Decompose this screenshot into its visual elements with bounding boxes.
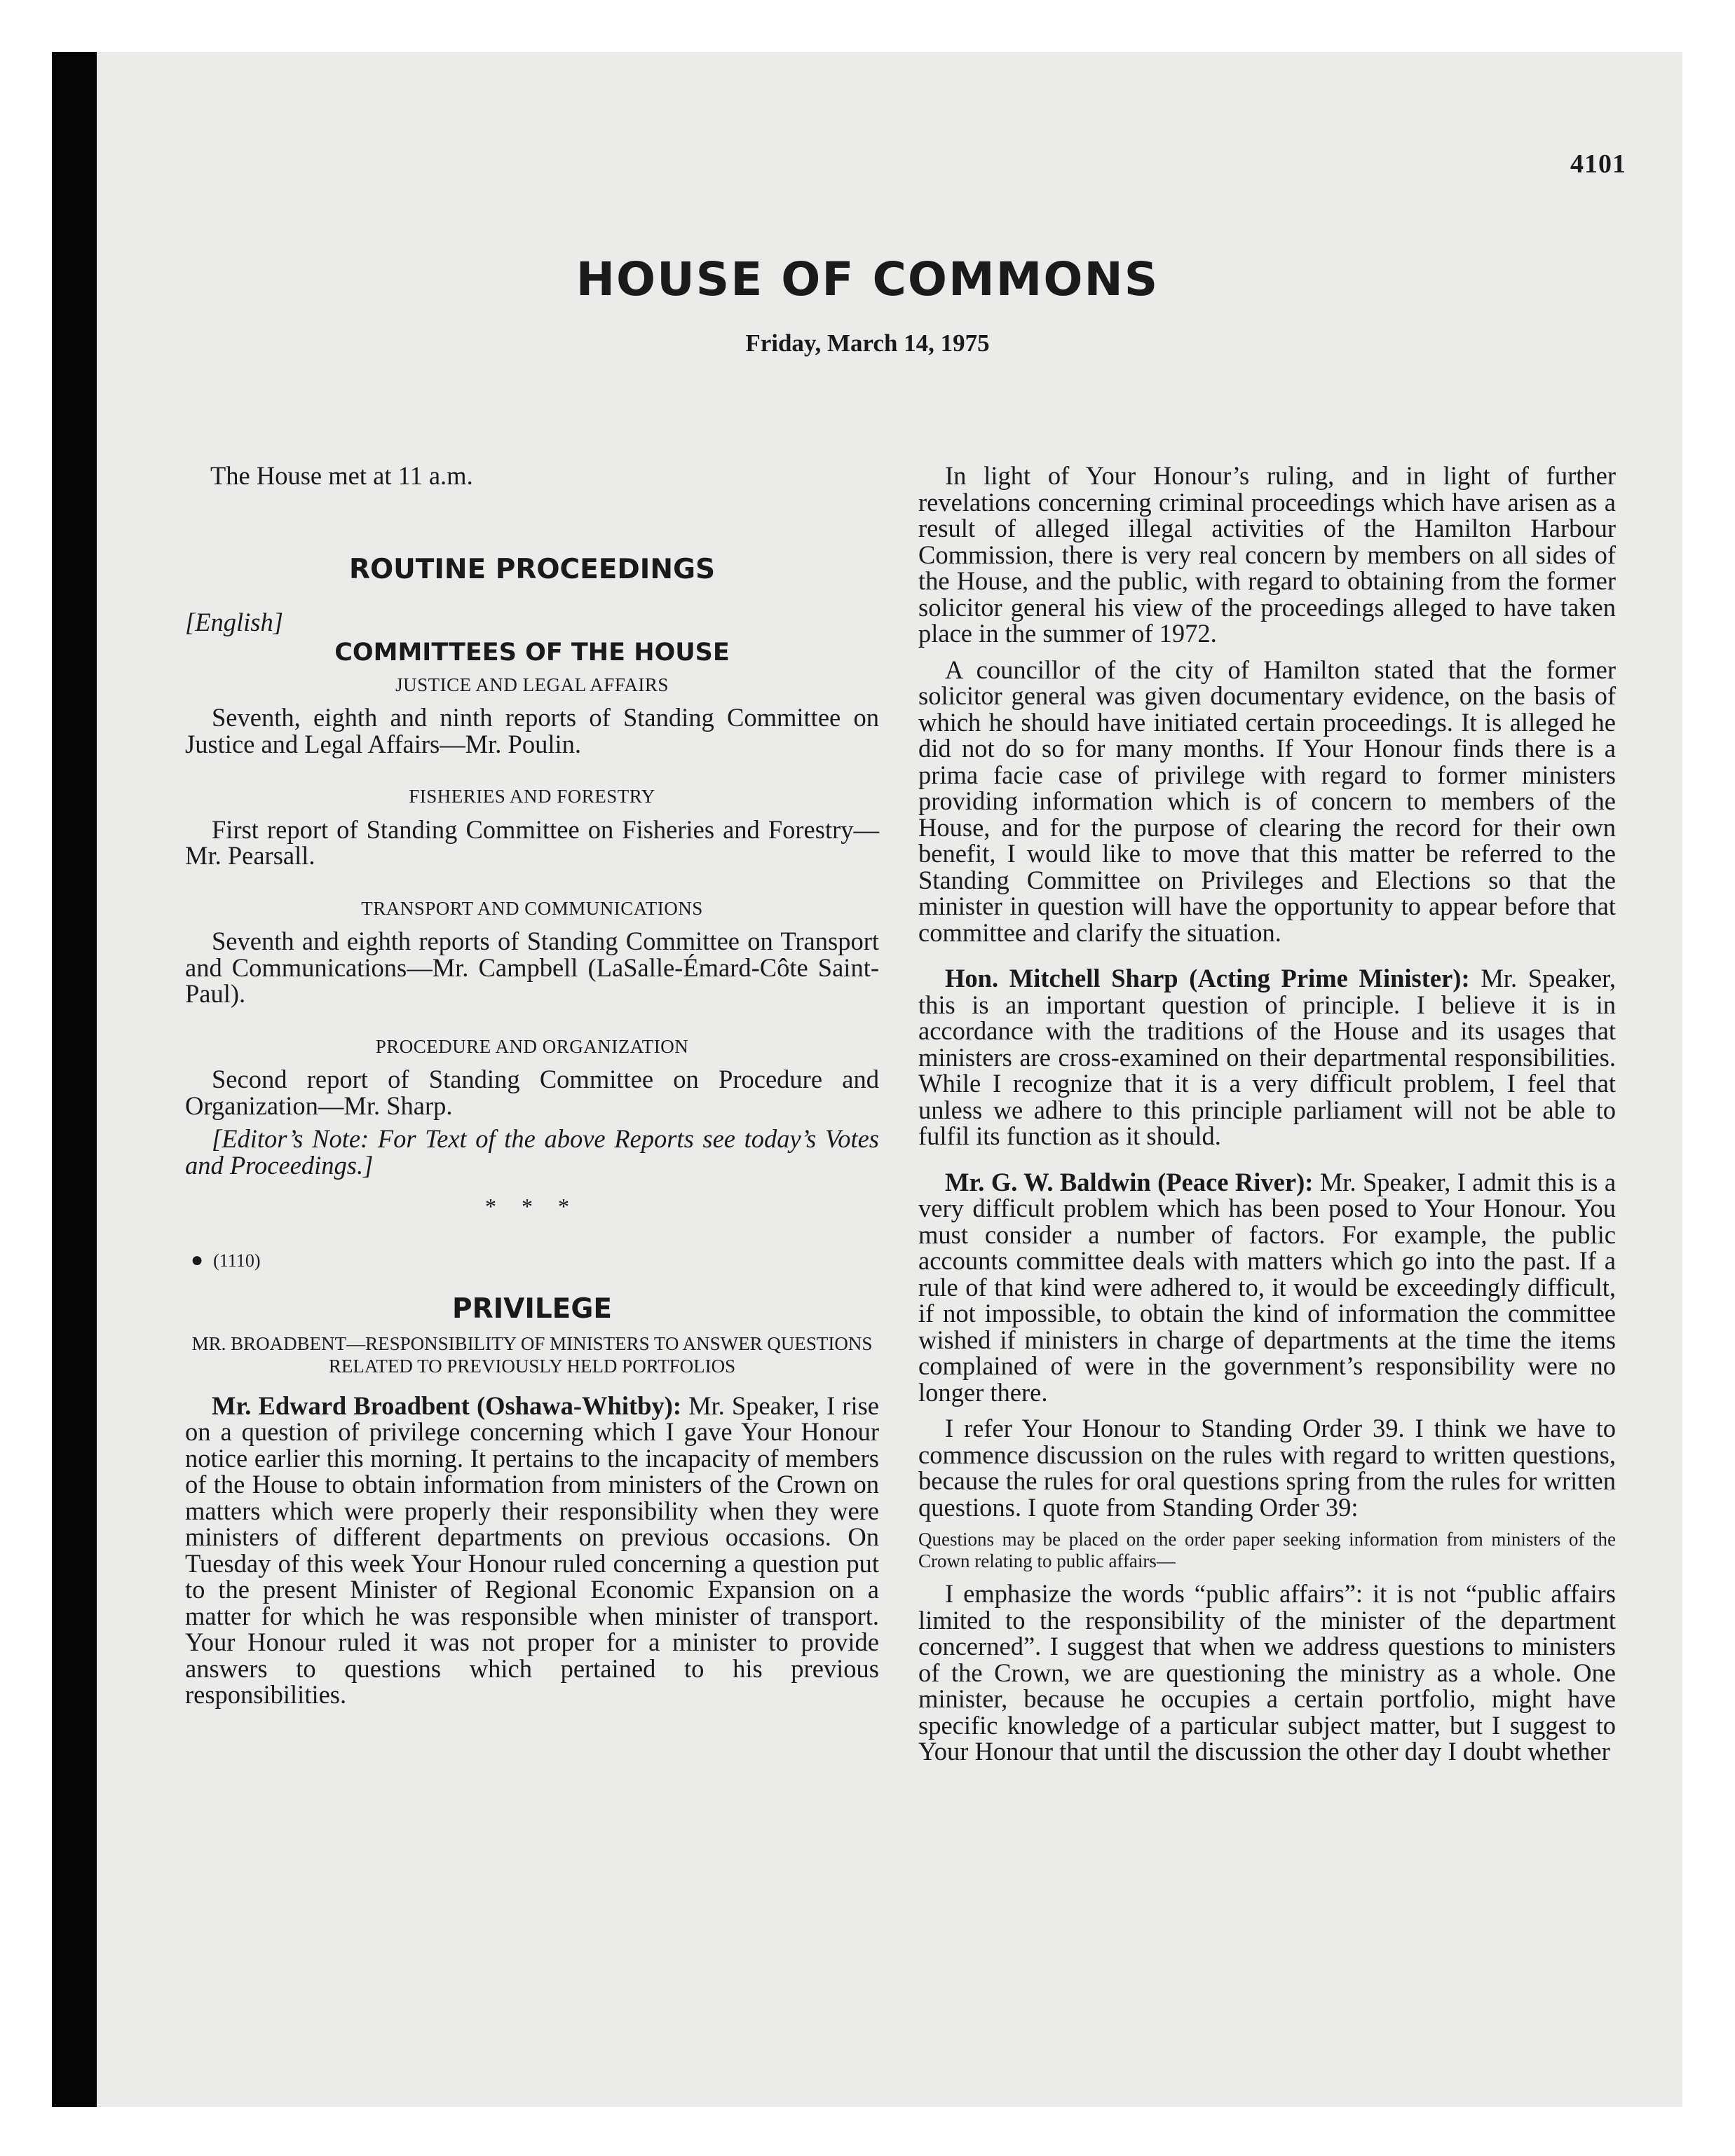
section-separator: * * * [485, 1194, 579, 1219]
privilege-heading: PRIVILEGE [452, 1293, 612, 1325]
committee-report-text: Seventh, eighth and ninth reports of Standing Committee on Justice and Legal Affairs—Mr. Poulin. [185, 703, 879, 758]
privilege-subheading: MR. BROADBENT—RESPONSIBILITY OF MINISTERS TO ANSWER QUESTIONS RELATED TO PREVIOUSLY HELD PORTFOLIOS [191, 1332, 873, 1377]
language-tag: [English] [185, 608, 283, 636]
bullet-icon: ● [191, 1248, 204, 1271]
committee-report-text: Seventh and eighth reports of Standing Committee on Transport and Communications—Mr. Campbell (LaSalle-Émard-Côte Saint-Paul). [185, 927, 879, 1008]
speech-text: Mr. Speaker, I rise on a question of privilege concerning which I gave Your Honour notice earlier this morning. It pertains to the incapacity of members of the House to obtain information from ministers of the Crown on matters which were properly their responsibility when they were ministers of different departments on previous occasions. On Tuesday of this week Your Honour ruled concerning a question put to the present Minister of Regional Economic Expansion on a matter for which he was responsible when minister of transport. Your Honour ruled it was not proper for a minister to provide answers to questions which pertained to his previous responsibilities. [185, 1391, 880, 1709]
committee-report [185, 896, 879, 1007]
paragraph: In light of Your Honour’s ruling, and in light of further revelations concerning criminal proceedings which have arisen as a result of alleged illegal activities of the Hamilton Harbour Commission, there is very real concern by members on all sides of the House, and the public, with regard to obtaining from the former solicitor general his view of the proceedings alleged to have taken place in the summer of 1972. [918, 461, 1616, 648]
time-marker [185, 1247, 879, 1274]
speech-text: Mr. Speaker, this is an important question of principle. I believe it is in accordance with the traditions of the House and its usages that ministers are cross-examined on their departmental responsibilities. While I recognize that it is a very difficult problem, I feel that unless we adhere to this principle parliament will not be able to fulfil its function as it should. [918, 964, 1616, 1150]
speech-broadbent [185, 1393, 879, 1708]
committee-subhead: JUSTICE AND LEGAL AFFAIRS [395, 674, 669, 695]
editors-note: [Editor’s Note: For Text of the above Reports see today’s Votes and Proceedings.] [185, 1124, 879, 1180]
left-column [185, 463, 879, 1708]
committee-report [185, 784, 879, 869]
speech-text: Mr. Speaker, I admit this is a very difficult problem which has been posed to Your Honour. You must consider a number of factors. For example, the public accounts committee deals with matters which go into the past. If a rule of that kind were adhered to, it would be exceedingly difficult, if not impossible, to obtain the kind of information the committee wished if ministers in charge of departments at the time the items complained of were in the government’s responsibility were no longer there. [918, 1167, 1617, 1407]
page-number: 4101 [1570, 149, 1626, 179]
speech-sharp [918, 965, 1616, 1149]
house-met-line: The House met at 11 a.m. [210, 461, 473, 490]
speaker-name: Mr. Edward Broadbent (Oshawa-Whitby): [212, 1391, 681, 1420]
scan-edge [52, 52, 97, 2107]
committee-report [185, 672, 879, 758]
committee-report-text: First report of Standing Committee on Fisheries and Forestry—Mr. Pearsall. [185, 814, 879, 870]
committees-heading: COMMITTEES OF THE HOUSE [334, 639, 730, 667]
speaker-name: Mr. G. W. Baldwin (Peace River): [945, 1167, 1314, 1196]
sitting-date: Friday, March 14, 1975 [745, 329, 990, 357]
paragraph: A councillor of the city of Hamilton stated that the former solicitor general was given documentary evidence, on the basis of which he should have initiated certain proceedings. It is alleged he did not do so for many months. If Your Honour finds there is a prima facie case of privilege with regard to former ministers providing information which is of concern to members of the House, and for the purpose of clearing the record for their own benefit, I would like to move that this matter be referred to the Standing Committee on Privileges and Elections so that the minister in question will have the opportunity to appear before that committee and clarify the situation. [918, 655, 1616, 947]
paragraph: I refer Your Honour to Standing Order 39. I think we have to commence discussion on the rules with regard to written questions, because the rules for oral questions spring from the rules for written questions. I quote from Standing Order 39: [918, 1414, 1616, 1522]
routine-proceedings-heading: ROUTINE PROCEEDINGS [348, 553, 716, 585]
masthead-title: HOUSE OF COMMONS [576, 252, 1159, 306]
committee-subhead: PROCEDURE AND ORGANIZATION [375, 1035, 689, 1057]
committee-subhead: FISHERIES AND FORESTRY [409, 786, 655, 807]
paragraph: I emphasize the words “public affairs”: it is not “public affairs limited to the responsibility of the minister of the department concerned”. I suggest that when we address questions to ministers of the Crown, we are questioning the ministry as a whole. One minister, because he occupies a certain portfolio, might have specific knowledge of a particular subject matter, but I suggest to Your Honour that until the discussion the other day I doubt whether [918, 1579, 1616, 1766]
time-marker-text: (1110) [213, 1250, 261, 1271]
right-column [918, 463, 1616, 1765]
committee-subhead: TRANSPORT AND COMMUNICATIONS [361, 897, 703, 919]
standing-order-quote: Questions may be placed on the order paper seeking information from ministers of the Crown relating to public affairs— [918, 1529, 1616, 1571]
speaker-name: Hon. Mitchell Sharp (Acting Prime Minister): [945, 964, 1470, 992]
speech-baldwin [918, 1169, 1616, 1406]
committee-report [185, 1034, 879, 1119]
committee-report-text: Second report of Standing Committee on Procedure and Organization—Mr. Sharp. [185, 1065, 879, 1120]
